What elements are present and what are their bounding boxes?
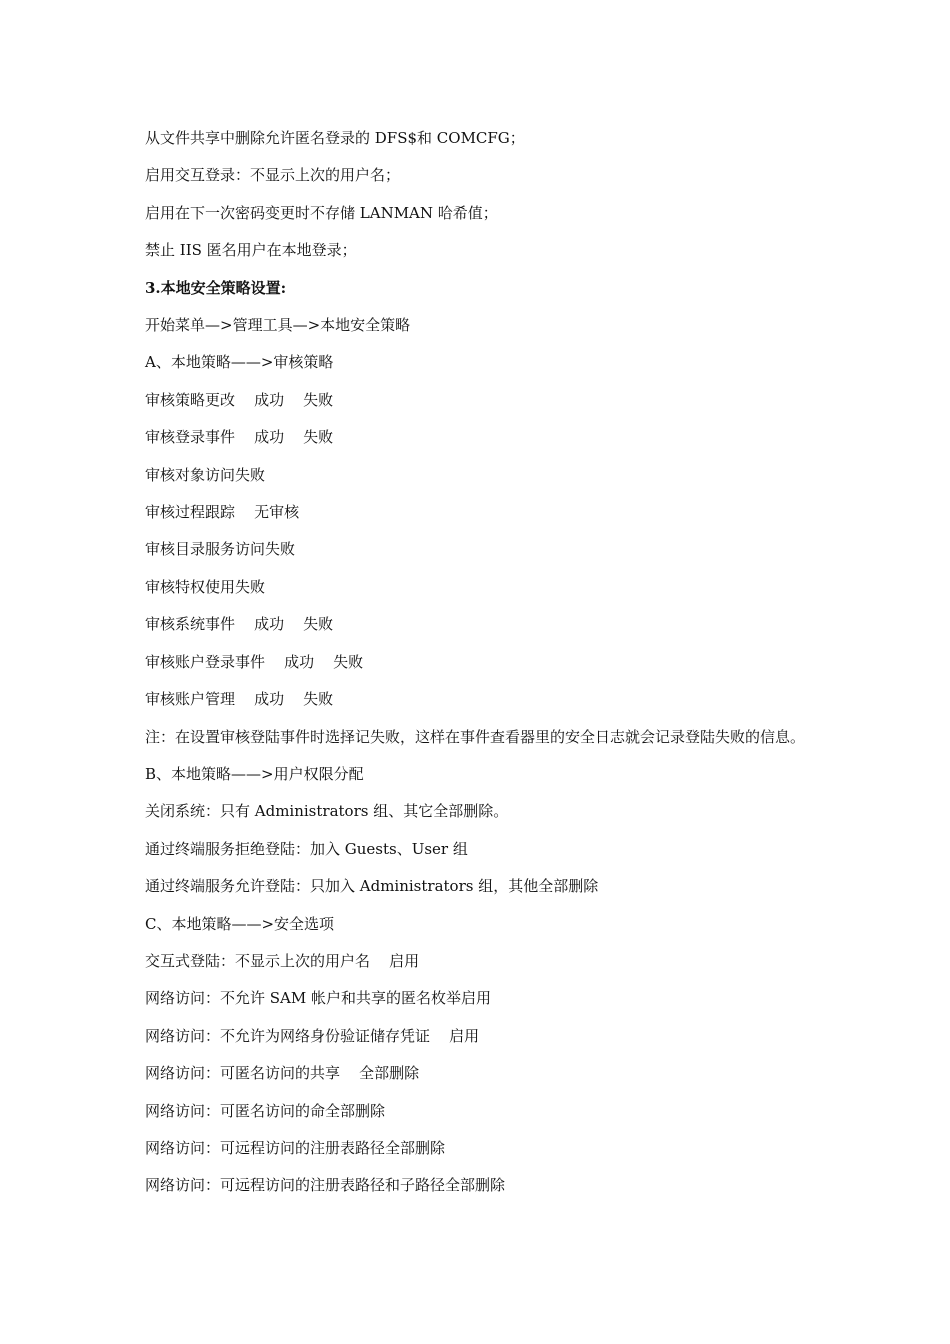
subsection-heading: A、本地策略——>审核策略 (145, 353, 334, 372)
paragraph: 网络访问：可远程访问的注册表路径和子路径全部删除 (145, 1176, 506, 1195)
paragraph: 启用在下一次密码变更时不存储 LANMAN 哈希值； (145, 203, 498, 222)
paragraph: 网络访问：不允许 SAM 帐户和共享的匿名枚举启用 (145, 989, 492, 1008)
paragraph: 关闭系统：只有 Administrators 组、其它全部删除。 (145, 802, 509, 821)
paragraph: 审核账户登录事件 成功 失败 (145, 652, 364, 671)
paragraph: 从文件共享中删除允许匿名登录的 DFS$和 COMCFG； (145, 129, 525, 147)
paragraph: 通过终端服务拒绝登陆：加入 Guests、User 组 (145, 839, 468, 858)
paragraph: 通过终端服务允许登陆：只加入 Administrators 组，其他全部删除 (145, 877, 599, 896)
paragraph: 审核特权使用失败 (145, 577, 266, 596)
subsection-heading: C、本地策略——>安全选项 (145, 914, 335, 933)
paragraph: 审核目录服务访问失败 (145, 540, 296, 559)
section-heading: 3.本地安全策略设置: (145, 278, 287, 297)
paragraph: 审核过程跟踪 无审核 (145, 503, 300, 522)
paragraph: 网络访问：可匿名访问的命全部删除 (145, 1101, 386, 1120)
paragraph: 审核系统事件 成功 失败 (145, 615, 334, 634)
paragraph: 网络访问：不允许为网络身份验证储存凭证 启用 (145, 1026, 480, 1045)
paragraph: 审核对象访问失败 (145, 465, 266, 484)
subsection-heading: B、本地策略——>用户权限分配 (145, 764, 364, 783)
paragraph: 开始菜单—>管理工具—>本地安全策略 (145, 316, 411, 335)
paragraph: 启用交互登录：不显示上次的用户名； (145, 166, 401, 185)
paragraph: 禁止 IIS 匿名用户在本地登录； (145, 241, 357, 260)
paragraph: 审核策略更改 成功 失败 (145, 390, 334, 409)
paragraph: 审核登录事件 成功 失败 (145, 428, 334, 447)
document-body (145, 120, 825, 1205)
note-paragraph: 注：在设置审核登陆事件时选择记失败，这样在事件查看器里的安全日志就会记录登陆失败的信息。 (145, 727, 806, 746)
paragraph: 审核账户管理 成功 失败 (145, 690, 334, 709)
paragraph: 交互式登陆：不显示上次的用户名 启用 (145, 951, 420, 970)
paragraph: 网络访问：可远程访问的注册表路径全部删除 (145, 1138, 446, 1157)
paragraph: 网络访问：可匿名访问的共享 全部删除 (145, 1064, 420, 1083)
